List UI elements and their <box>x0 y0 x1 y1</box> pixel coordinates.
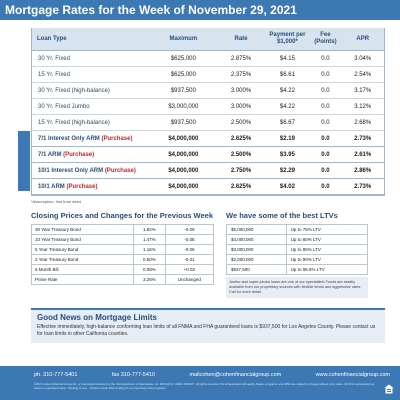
news-box <box>31 308 385 343</box>
purchase-tag: (Purchase) <box>104 167 136 174</box>
ltv-panel <box>226 211 368 298</box>
apr: 3.12% <box>341 99 384 115</box>
footer-contact <box>0 366 400 378</box>
change: -0.09 <box>165 225 213 235</box>
payment: $6.61 <box>265 67 309 83</box>
price: 1.82% <box>134 225 166 235</box>
payment: $4.22 <box>265 83 309 99</box>
price: 1.16% <box>134 245 166 255</box>
closing-row <box>32 225 214 235</box>
payment: $4.15 <box>265 51 309 67</box>
payment: $2.19 <box>265 131 309 147</box>
maximum: $3,000,000 <box>150 99 217 115</box>
maximum: $4,000,000 <box>150 163 217 179</box>
arm-type-label: 7/1 ARM <box>38 151 62 158</box>
rate: 2.875% <box>217 51 266 67</box>
ltv-value: Up to 75% LTV <box>286 225 367 235</box>
apr: 2.61% <box>341 147 384 163</box>
loan-type: 15 Yr. Fixed (high-balance) <box>32 115 150 131</box>
rate: 2.625% <box>217 131 266 147</box>
loan-type <box>32 179 150 195</box>
payment: $2.29 <box>265 163 309 179</box>
website-link[interactable]: www.cohenfinancialgroup.com <box>315 372 390 378</box>
purchase-tag: (Purchase) <box>66 183 98 190</box>
ltv-row <box>227 225 368 235</box>
closing-prices-panel <box>31 211 214 298</box>
loan-type: 30 Yr. Fixed <box>32 51 150 67</box>
ltv-note: Jumbo and super-jumbo loans are one of our specialties! Funds are readily available from our proprietary sources with flexible terms and aggressive rates. Call for more detail. <box>226 277 368 298</box>
rate: 2.375% <box>217 67 266 83</box>
ltv-value: Up to 96.5% LTV <box>286 265 367 275</box>
closing-title: Closing Prices and Changes for the Previous Week <box>31 211 213 220</box>
instrument: Prime Rate <box>32 275 134 285</box>
col-maximum: Maximum <box>150 28 217 51</box>
ltv-value: Up to 90% LTV <box>286 255 367 265</box>
payment: $4.22 <box>265 99 309 115</box>
rate: 2.500% <box>217 115 266 131</box>
arm-type-label: 7/1 Interest Only ARM <box>38 135 100 142</box>
price: 0.50% <box>134 255 166 265</box>
closing-row <box>32 265 214 275</box>
rate-row <box>32 99 384 115</box>
col-payment: Payment per $1,000* <box>265 28 309 51</box>
ltv-row <box>227 235 368 245</box>
loan-type: 30 Yr. Fixed (high-balance) <box>32 83 150 99</box>
apr: 3.04% <box>341 51 384 67</box>
instrument: 10 Year Treasury Bond <box>32 235 134 245</box>
apr: 2.86% <box>341 163 384 179</box>
payment: $6.67 <box>265 115 309 131</box>
fee: 0.0 <box>309 115 341 131</box>
rates-footnote: *Assumption: first trust deed <box>31 199 82 204</box>
closing-row <box>32 235 214 245</box>
change: -0.06 <box>165 245 213 255</box>
purchase-tag: (Purchase) <box>101 135 133 142</box>
rate: 3.000% <box>217 83 266 99</box>
maximum: $4,000,000 <box>150 131 217 147</box>
loan-amount: $4,000,000 <box>227 235 287 245</box>
rate-row <box>32 51 384 67</box>
maximum: $4,000,000 <box>150 179 217 195</box>
news-body: Effective immediately, high-balance conforming loan limits of all FNMA and FHA guaranteed loans is $937,500 for Los Angeles County. Please contact us for loan limits in other California counties. <box>37 324 376 337</box>
loan-type: 30 Yr. Fixed Jumbo <box>32 99 150 115</box>
rates-table <box>32 28 384 195</box>
arm-row <box>32 131 384 147</box>
loan-type: 15 Yr. Fixed <box>32 67 150 83</box>
change: Unchanged <box>165 275 213 285</box>
col-rate: Rate <box>217 28 266 51</box>
col-apr: APR <box>341 28 384 51</box>
apr: 2.54% <box>341 67 384 83</box>
fee: 0.0 <box>309 163 341 179</box>
change: +0.02 <box>165 265 213 275</box>
instrument: 2 Year Treasury Bond <box>32 255 134 265</box>
payment: $3.95 <box>265 147 309 163</box>
rate-row <box>32 67 384 83</box>
maximum: $4,000,000 <box>150 147 217 163</box>
price: 3.25% <box>134 275 166 285</box>
apr: 2.73% <box>341 131 384 147</box>
instrument: 5 Year Treasury Bond <box>32 245 134 255</box>
maximum: $625,000 <box>150 67 217 83</box>
rate: 2.750% <box>217 163 266 179</box>
arm-type-label: 10/1 Interest Only ARM <box>38 167 104 174</box>
loan-type <box>32 147 150 163</box>
mid-section <box>31 211 385 298</box>
rate: 2.500% <box>217 147 266 163</box>
ltv-row <box>227 245 368 255</box>
loan-amount: $5,000,000 <box>227 225 287 235</box>
closing-row <box>32 275 214 285</box>
rate: 3.000% <box>217 99 266 115</box>
phone-link[interactable]: ph. 310-777-5401 <box>34 372 78 378</box>
instrument: 6 Month Bill <box>32 265 134 275</box>
loan-amount: $3,000,000 <box>227 245 287 255</box>
ltv-table <box>226 224 368 275</box>
apr: 2.68% <box>341 115 384 131</box>
arm-row <box>32 147 384 163</box>
ltv-title: We have some of the best LTVs <box>226 211 338 220</box>
fee: 0.0 <box>309 99 341 115</box>
change: -0.01 <box>165 255 213 265</box>
arm-side-bar <box>18 131 30 191</box>
closing-row <box>32 245 214 255</box>
change: -0.08 <box>165 235 213 245</box>
price: 1.47% <box>134 235 166 245</box>
loan-type <box>32 131 150 147</box>
legal-text: ©2021 Cohen Financial Group Inc., a Corporation licensed by the CA Department of Real Estate, Lic. #01311742. NMLS #332477. All rights reserved. Not all applicants will qualify. Rates, programs, and APRs are subject to change without prior notice. All CFG represented are based on appraised value. Thinking of one – October Guide 2021 lending of our proprietary loan programs. <box>34 382 375 390</box>
fee: 0.0 <box>309 67 341 83</box>
apr: 2.73% <box>341 179 384 195</box>
page-title: Mortgage Rates for the Week of November 29, 2021 <box>0 0 400 20</box>
fee: 0.0 <box>309 179 341 195</box>
rates-table-wrapper <box>31 28 385 196</box>
loan-amount: $2,000,000 <box>227 255 287 265</box>
arm-row <box>32 163 384 179</box>
fee: 0.0 <box>309 131 341 147</box>
ltv-value: Up to 80% LTV <box>286 235 367 245</box>
payment: $4.02 <box>265 179 309 195</box>
maximum: $625,000 <box>150 51 217 67</box>
rate: 2.625% <box>217 179 266 195</box>
price: 0.08% <box>134 265 166 275</box>
ltv-value: Up to 85% LTV <box>286 245 367 255</box>
loan-type <box>32 163 150 179</box>
ltv-row <box>227 265 368 275</box>
fee: 0.0 <box>309 83 341 99</box>
news-title: Good News on Mortgage Limits <box>37 313 158 322</box>
instrument: 30 Year Treasury Bond <box>32 225 134 235</box>
closing-table <box>31 224 214 285</box>
apr: 3.17% <box>341 83 384 99</box>
arm-row <box>32 179 384 195</box>
equal-housing-icon <box>384 384 394 394</box>
purchase-tag: (Purchase) <box>63 151 95 158</box>
rate-row <box>32 115 384 131</box>
col-fee: Fee (Points) <box>309 28 341 51</box>
ltv-row <box>227 255 368 265</box>
arm-type-label: 10/1 ARM <box>38 183 65 190</box>
maximum: $937,500 <box>150 83 217 99</box>
closing-row <box>32 255 214 265</box>
maximum: $937,500 <box>150 115 217 131</box>
fee: 0.0 <box>309 147 341 163</box>
fax-text: fax 310-777-5410 <box>111 372 155 378</box>
footer <box>0 366 400 400</box>
rate-row <box>32 83 384 99</box>
fee: 0.0 <box>309 51 341 67</box>
loan-amount: $937,500 <box>227 265 287 275</box>
col-loan-type: Loan Type <box>32 28 150 51</box>
email-link[interactable]: mailcohen@cohenfinancialgroup.com <box>189 372 282 378</box>
